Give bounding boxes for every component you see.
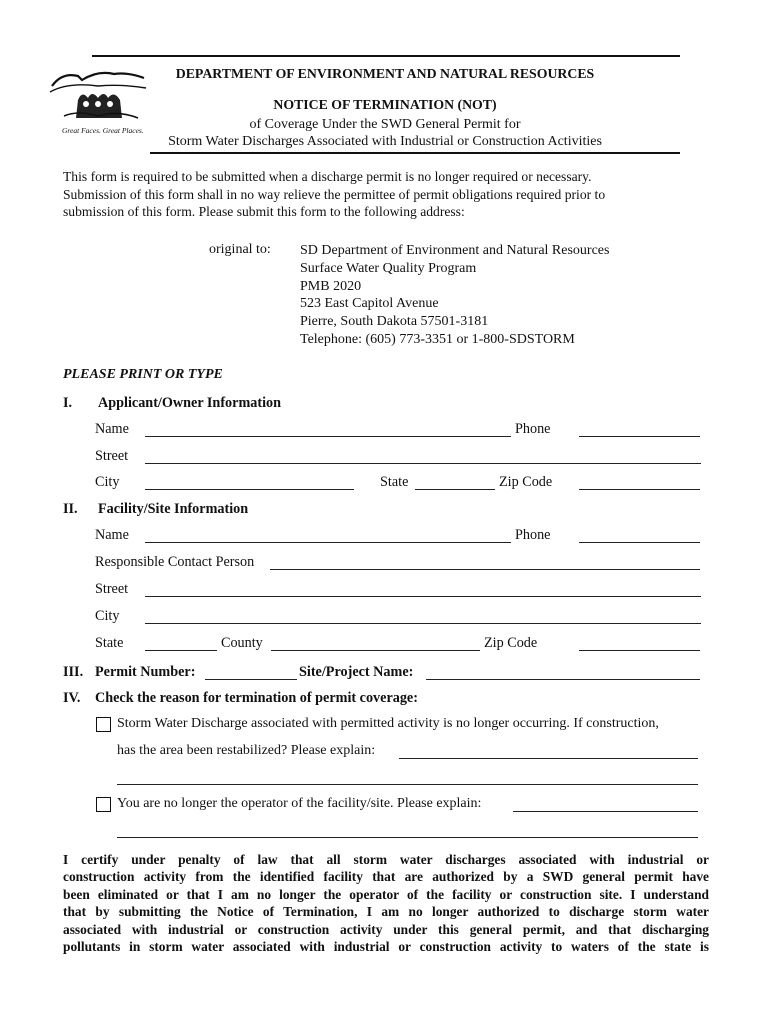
facility-county-field[interactable] bbox=[271, 650, 480, 651]
facility-name-label: Name bbox=[95, 527, 129, 543]
address-block bbox=[300, 242, 609, 349]
facility-street-label: Street bbox=[95, 581, 129, 597]
department-heading: DEPARTMENT OF ENVIRONMENT AND NATURAL RESOURCES bbox=[175, 66, 595, 81]
form-subtitle-2: Storm Water Discharges Associated with Industrial or Construction Activities bbox=[168, 134, 602, 149]
applicant-name-field[interactable] bbox=[145, 436, 511, 437]
permit-number-field[interactable] bbox=[205, 679, 297, 680]
facility-phone-field[interactable] bbox=[579, 542, 700, 543]
header-bottom-rule bbox=[150, 152, 680, 154]
section-2-heading: Facility/Site Information bbox=[98, 501, 249, 517]
intro-paragraph bbox=[63, 168, 713, 221]
applicant-zip-label: Zip Code bbox=[499, 474, 553, 490]
facility-state-field[interactable] bbox=[145, 650, 217, 651]
site-project-name-field[interactable] bbox=[426, 679, 700, 680]
facility-phone-label: Phone bbox=[515, 527, 551, 543]
option-2-explain-field[interactable] bbox=[513, 811, 698, 812]
option-2-text: You are no longer the operator of the facility/site. Please explain: bbox=[117, 796, 482, 811]
certification-line: that by submitting the Notice of Termination, I am no longer authorized to discharge storm water bbox=[63, 904, 709, 920]
facility-state-label: State bbox=[95, 635, 124, 651]
option-1-explain-label: has the area been restabilized? Please explain: bbox=[117, 743, 376, 758]
applicant-phone-field[interactable] bbox=[579, 436, 700, 437]
option-1-text: Storm Water Discharge associated with permitted activity is no longer occurring. If construction, bbox=[117, 716, 659, 731]
applicant-state-label: State bbox=[380, 474, 409, 490]
site-project-name-label: Site/Project Name: bbox=[299, 664, 414, 680]
option-1-checkbox[interactable] bbox=[96, 717, 111, 732]
applicant-zip-field[interactable] bbox=[579, 489, 700, 490]
address-line: SD Department of Environment and Natural Resources bbox=[300, 243, 610, 258]
address-line: PMB 2020 bbox=[300, 278, 362, 294]
address-label: original to: bbox=[209, 242, 271, 257]
intro-line: submission of this form. Please submit this form to the following address: bbox=[63, 204, 465, 220]
address-line: Surface Water Quality Program bbox=[300, 260, 477, 276]
intro-line: This form is required to be submitted when a discharge permit is no longer required or necessary. bbox=[63, 169, 592, 184]
facility-zip-field[interactable] bbox=[579, 650, 700, 651]
permit-number-label: Permit Number: bbox=[95, 664, 196, 680]
contact-person-label: Responsible Contact Person bbox=[95, 554, 255, 570]
logo-tagline: Great Faces. Great Places. bbox=[62, 126, 144, 135]
applicant-name-label: Name bbox=[95, 421, 129, 437]
applicant-street-label: Street bbox=[95, 448, 129, 464]
section-3-numeral: III. bbox=[63, 664, 84, 680]
option-1-explain-field-2[interactable] bbox=[117, 784, 698, 785]
applicant-phone-label: Phone bbox=[515, 421, 551, 437]
logo-text bbox=[50, 70, 148, 108]
section-1-numeral: I. bbox=[63, 395, 73, 411]
south-dakota-logo bbox=[48, 64, 148, 146]
form-title: NOTICE OF TERMINATION (NOT) bbox=[273, 97, 497, 112]
facility-county-label: County bbox=[221, 635, 263, 651]
facility-city-label: City bbox=[95, 608, 120, 624]
form-subtitle-1: of Coverage Under the SWD General Permit for bbox=[249, 117, 521, 132]
section-4-numeral: IV. bbox=[63, 690, 81, 706]
certification-line: been eliminated or that I am no longer the operator of the facility or construction site. I understand bbox=[63, 886, 709, 902]
facility-zip-label: Zip Code bbox=[484, 635, 538, 651]
certification-line: pollutants in storm water associated with industrial or construction activity to waters of the state is bbox=[63, 939, 709, 955]
section-4-heading: Check the reason for termination of permit coverage: bbox=[95, 690, 418, 706]
facility-street-field[interactable] bbox=[145, 596, 701, 597]
applicant-city-label: City bbox=[95, 474, 120, 490]
facility-name-field[interactable] bbox=[145, 542, 511, 543]
applicant-state-field[interactable] bbox=[415, 489, 495, 490]
header-top-rule bbox=[92, 55, 680, 57]
certification-line: associated with industrial or construction activity under this general permit, and that discharging bbox=[63, 921, 709, 937]
certification-line: I certify under penalty of law that all storm water discharges associated with industrial or bbox=[63, 852, 709, 867]
option-2-explain-field-2[interactable] bbox=[117, 837, 698, 838]
certification-line: construction activity from the identified facility that are authorized by a SWD general permit have bbox=[63, 869, 709, 885]
address-line: Pierre, South Dakota 57501-3181 bbox=[300, 314, 489, 330]
address-line: 523 East Capitol Avenue bbox=[300, 296, 439, 312]
section-1-heading: Applicant/Owner Information bbox=[98, 395, 282, 411]
certification-statement bbox=[63, 851, 709, 955]
applicant-street-field[interactable] bbox=[145, 463, 701, 464]
applicant-city-field[interactable] bbox=[145, 489, 354, 490]
contact-person-field[interactable] bbox=[270, 569, 700, 570]
facility-city-field[interactable] bbox=[145, 623, 701, 624]
intro-line: Submission of this form shall in no way relieve the permittee of permit obligations required prior to bbox=[63, 186, 606, 202]
option-1-explain-field[interactable] bbox=[399, 758, 698, 759]
option-2-checkbox[interactable] bbox=[96, 797, 111, 812]
print-instruction: PLEASE PRINT OR TYPE bbox=[63, 367, 223, 382]
section-2-numeral: II. bbox=[63, 501, 78, 517]
address-line: Telephone: (605) 773-3351 or 1-800-SDSTORM bbox=[300, 331, 575, 347]
